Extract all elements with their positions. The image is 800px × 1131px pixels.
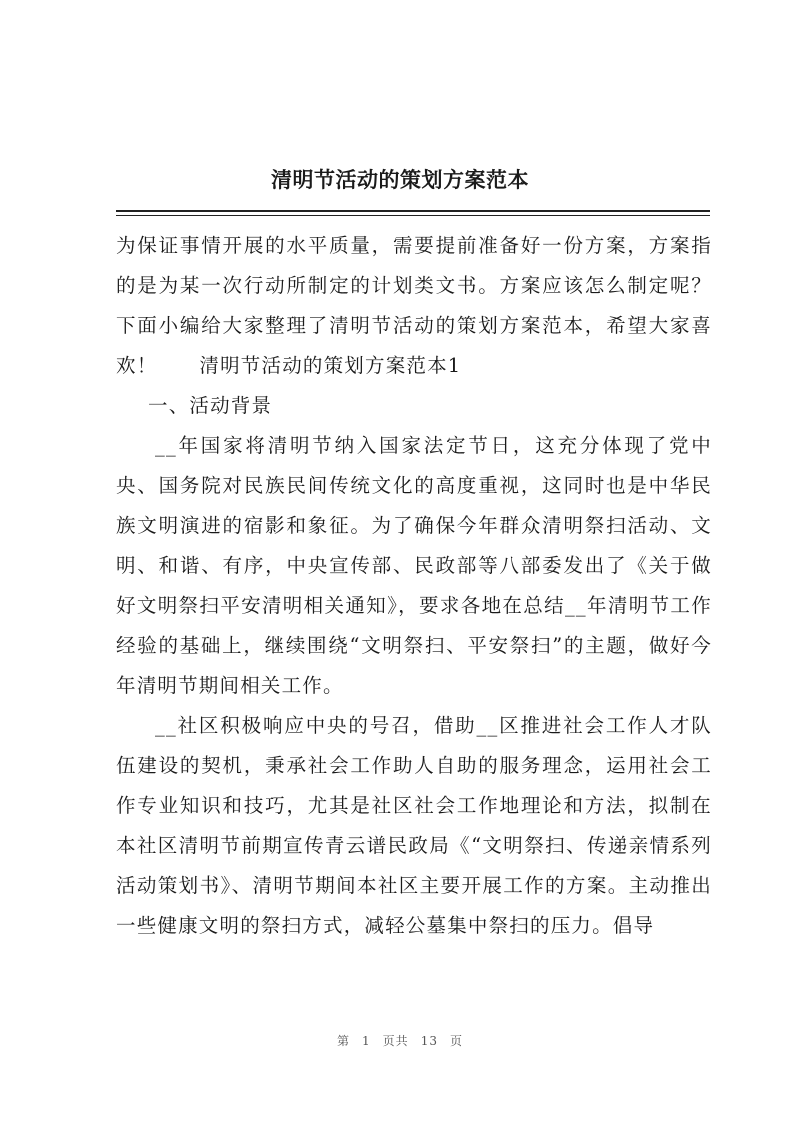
document-title: 清明节活动的策划方案范本 [271,167,529,192]
subtitle-heading: 清明节活动的策划方案范本1 [199,354,462,377]
section-heading: 一、活动背景 [148,394,273,417]
title-rule-thin [116,215,710,216]
footer-prefix: 第 [337,1034,351,1048]
footer-current-page: 1 [362,1034,371,1048]
body-paragraph: __社区积极响应中央的号召，借助__区推进社会工作人才队伍建设的契机，秉承社会工作助人自助的服务理念，运用社会工作专业知识和技巧，尤其是社区社会工作地理论和方法，拟制在本社区清明节前期宣传青云谱民政局《“文明祭扫、传递亲情系列活动策划书》、清明节期间本社区主要开展工作的方案。主动推出一些健康文明的祭扫方式，减轻公墓集中祭扫的压力。倡导 [116,714,712,937]
footer-middle: 页共 [382,1034,409,1048]
title-rule-thick [116,210,710,212]
page-footer [0,1032,800,1049]
footer-total-pages: 13 [420,1034,438,1048]
intro-text: 为保证事情开展的水平质量，需要提前准备好一份方案，方案指的是为某一次行动所制定的计划类文书。方案应该怎么制定呢？下面小编给大家整理了清明节活动的策划方案范本，希望大家喜欢！ [116,234,712,377]
intro-paragraph [116,226,712,386]
footer-suffix: 页 [449,1034,463,1048]
document-body [116,226,712,946]
body-paragraph: __年国家将清明节纳入国家法定节日，这充分体现了党中央、国务院对民族民间传统文化的高度重视，这同时也是中华民族文明演进的宿影和象征。为了确保今年群众清明祭扫活动、文明、和谐、有序，中央宣传部、民政部等八部委发出了《关于做好文明祭扫平安清明相关通知》，要求各地在总结__年清明节工作经验的基础上，继续围绕“文明祭扫、平安祭扫”的主题，做好今年清明节期间相关工作。 [116,434,712,697]
